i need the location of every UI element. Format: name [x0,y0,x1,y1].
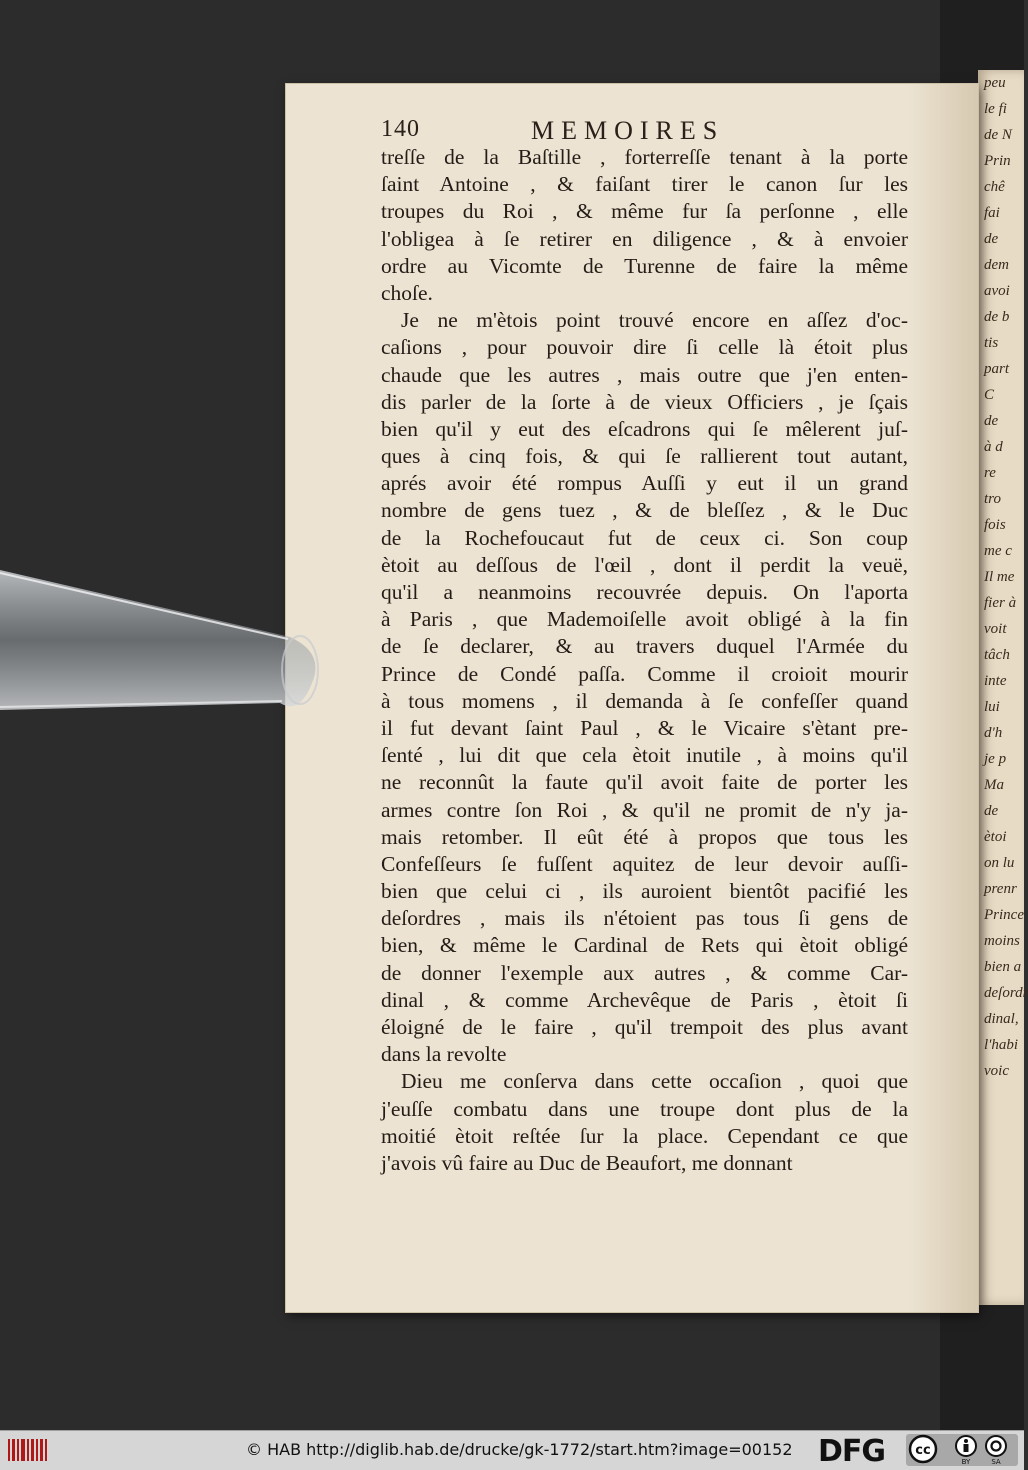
text-line: ques à cinq fois, & qui ſe rallierent tout autant, [381,444,908,469]
facing-page-fragment: fois [984,517,1006,533]
facing-page-fragment: chê [984,179,1005,195]
dfg-logo: DFG [818,1434,886,1469]
text-line: bien qu'il y eut des eſcadrons qui ſe mêlerent juſ- [381,416,908,441]
text-line: ſaint Antoine , & faiſant tirer le canon ſur les [381,172,908,197]
facing-page-fragment: moins [984,933,1020,949]
facing-page-fragment: à d [984,439,1003,455]
facing-page-fragment: inte [984,673,1007,689]
facing-page-fragment: part [984,361,1010,377]
text-line: chaude que les autres , mais outre que j'en enten- [381,362,908,387]
text-line: qu'il a neanmoins recouvrée depuis. On l'aporta [381,580,908,604]
facing-page-fragment: tâch [984,647,1010,663]
text-line: j'euſſe combatu dans une troupe dont plus de la [381,1096,908,1121]
facing-page-fragment: Prince [984,907,1024,923]
facing-page-fragment: de [984,231,999,247]
facing-page-fragment: je p [984,751,1007,767]
facing-page-fragment: dem [984,257,1009,273]
text-line: à Paris , que Mademoiſelle avoit obligé à la fin [381,607,908,632]
copyright-link[interactable]: © HAB http://diglib.hab.de/drucke/gk-1772/start.htm?image=00152 [246,1440,793,1459]
text-line: moitié ètoit reſtée ſur la place. Cependant ce que [381,1123,908,1148]
facing-page-fragment: Prin [984,153,1011,169]
text-line: l'obligea à ſe retirer en diligence , & à envoier [381,226,908,251]
text-line: treſſe de la Baſtille , forterreſſe tenant à la porte [381,145,908,169]
license-sa: SA [991,1458,1001,1466]
facing-page-fragment: dinal, [984,1011,1019,1027]
facing-page-fragment: fai [984,205,1000,221]
text-line: mais retomber. Il eût été à propos que tous les [381,824,908,849]
text-line: ètoit au deſſous de l'œil , dont il perdit la veuë, [381,552,908,577]
facing-page-fragment: re [984,465,996,481]
page-number: 140 [381,116,420,142]
facing-page-fragment: on lu [984,855,1015,871]
page-body-text [381,144,908,1177]
facing-page-fragment: prenr [984,881,1017,897]
facing-page-fragment: C [984,387,995,403]
text-line: Dieu me conſerva dans cette occaſion , quoi que [401,1069,908,1094]
text-line: Je ne m'ètois point trouvé encore en aſſez d'oc- [401,308,908,333]
facing-page-fragment: tro [984,491,1001,507]
page-header [381,116,871,146]
facing-page-fragment: Ma [984,777,1004,793]
text-line: aprés avoir été rompus Auſſi y eut il un grand [381,471,908,496]
text-line: ordre au Vicomte de Turenne de faire la même [381,253,908,278]
facing-page-fragment: lui [984,699,1000,715]
facing-page-fragment: d'h [984,725,1003,741]
facing-page [978,70,1028,1305]
facing-page-fragment: voic [984,1063,1009,1079]
text-line: troupes du Roi , & même fur ſa perſonne , elle [381,199,908,224]
facing-page-fragment: de b [984,309,1010,325]
text-line: nombre de gens tuez , & de bleſſez , & le Duc [381,498,908,523]
page-holder-glass-rod [0,565,320,735]
facing-page-fragment: tis [984,335,999,351]
facing-page-fragment: le fi [984,101,1007,117]
facing-page-fragment: ètoi [984,829,1007,845]
text-line: dans la revolte [381,1042,507,1067]
running-title: MEMOIRES [531,116,725,145]
facing-page-fragment: de [984,413,999,429]
facing-page-fragment: fier à [984,595,1017,611]
facing-page-fragment: l'habi [984,1037,1019,1053]
facing-page-fragment: bien a [984,959,1022,975]
library-barcode-icon [8,1437,48,1463]
text-line: dis parler de la ſorte à de vieux Officiers , je ſçais [381,389,908,414]
svg-text:cc: cc [915,1443,931,1458]
facing-page-fragment: de [984,803,999,819]
facing-page-fragment: peu [984,75,1006,91]
text-line: j'avois vû faire au Duc de Beaufort, me donnant [381,1150,793,1175]
text-line: bien, & même le Cardinal de Rets qui ètoit obligé [381,933,908,958]
text-line: Confeſſeurs ſe fuſſent aquitez de leur devoir auſſi- [381,851,908,876]
text-line: à tous momens , il demanda à ſe confeſſer quand [381,688,908,713]
facing-page-fragment: me c [984,543,1012,559]
text-line: Prince de Condé paſſa. Comme il croioit mourir [381,661,908,686]
facing-page-fragment: Il me [984,569,1015,585]
text-line: armes contre ſon Roi , & qu'il ne promit de n'y ja- [381,797,908,822]
text-line: ſenté , lui dit que cela ètoit inutile , à moins qu'il [381,743,908,768]
text-line: il fut devant ſaint Paul , & le Vicaire s'ètant pre- [381,715,908,740]
facing-page-fragment: avoi [984,283,1010,299]
page-gutter-shadow [908,84,978,1312]
facing-page-fragment: deſordr [984,985,1028,1001]
text-line: dinal , & comme Archevêque de Paris , ètoit ſi [381,987,908,1012]
text-line: choſe. [381,280,433,305]
text-line: éloigné de le faire , qu'il trempoit des plus avant [381,1015,908,1039]
viewer-footer [0,1430,1024,1470]
text-line: deſordres , mais ils n'étoient pas tous ſi gens de [381,906,908,931]
creative-commons-license-icon[interactable] [906,1434,1018,1466]
text-line: ne reconnût la faute qu'il avoit faite de porter les [381,770,908,795]
facing-page-fragment: de N [984,127,1012,143]
text-line: bien que celui ci , ils auroient bientôt pacifié les [381,879,908,904]
text-line: de la Rochefoucaut fut de ceux ci. Son coup [381,525,908,550]
text-line: de donner l'exemple aux autres , & comme Car- [381,960,908,985]
text-line: de ſe declarer, & au travers duquel l'Armée du [381,634,908,659]
facing-page-fragment: voit [984,621,1007,637]
license-by: BY [961,1458,971,1466]
text-line: caſions , pour pouvoir dire ſi celle là étoit plus [381,335,908,360]
book-page [286,84,978,1312]
